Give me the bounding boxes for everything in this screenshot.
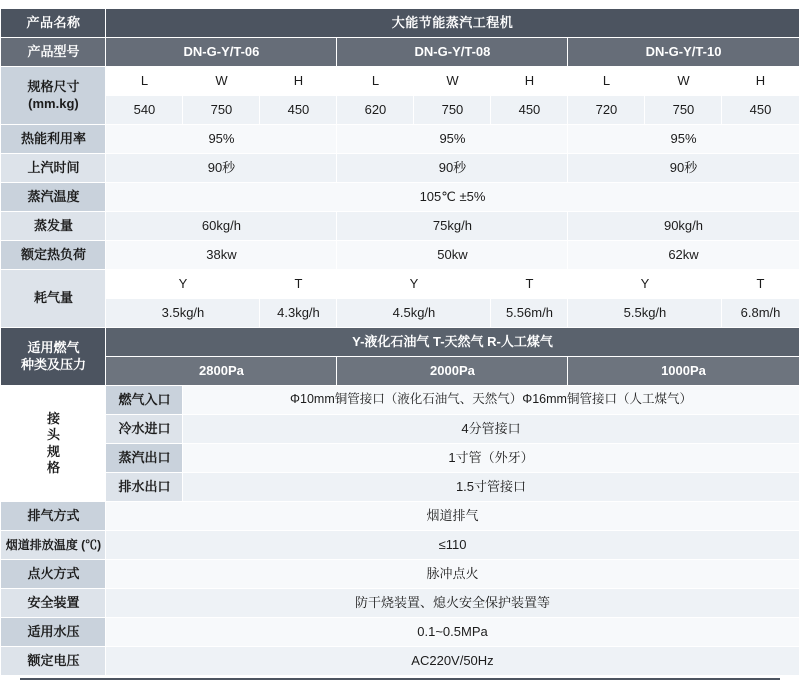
- row-label-steam-outlet: 蒸汽出口: [106, 444, 183, 473]
- table-row-size-dims: [1, 67, 799, 96]
- gas-value-2: 4.3kg/h: [260, 299, 337, 328]
- evaporation-value-1: 60kg/h: [106, 212, 337, 241]
- gas-type-6: T: [722, 270, 799, 299]
- size-value-7: 720: [568, 96, 645, 125]
- steam-temp-value: 105℃ ±5%: [106, 183, 799, 212]
- model-label: 产品型号: [1, 38, 106, 67]
- fuel-pressure-1: 2800Pa: [106, 357, 337, 386]
- ignition-mode-value: 脉冲点火: [106, 560, 799, 589]
- gas-type-4: T: [491, 270, 568, 299]
- table-row-steam-outlet: [1, 444, 799, 473]
- table-row-cold-water-inlet: [1, 415, 799, 444]
- fuel-pressure-3: 1000Pa: [568, 357, 799, 386]
- size-dim-7: L: [568, 67, 645, 96]
- heat-load-value-2: 50kw: [337, 241, 568, 270]
- table-row-gas-types: [1, 270, 799, 299]
- size-dim-9: H: [722, 67, 799, 96]
- steam-time-value-2: 90秒: [337, 154, 568, 183]
- flue-temp-value: ≤110: [106, 531, 799, 560]
- size-value-8: 750: [645, 96, 722, 125]
- evaporation-value-3: 90kg/h: [568, 212, 799, 241]
- size-value-5: 750: [414, 96, 491, 125]
- row-label-water-pressure: 适用水压: [1, 618, 106, 647]
- table-row-rated-voltage: [1, 647, 799, 676]
- table-row-heat-load: [1, 241, 799, 270]
- row-label-efficiency: 热能利用率: [1, 125, 106, 154]
- model-value-2: DN-G-Y/T-08: [337, 38, 568, 67]
- fuel-pressure-2: 2000Pa: [337, 357, 568, 386]
- efficiency-value-3: 95%: [568, 125, 799, 154]
- product-name-label: 产品名称: [1, 9, 106, 38]
- safety-device-value: 防干烧装置、熄火安全保护装置等: [106, 589, 799, 618]
- row-label-flue-temp: 烟道排放温度 (℃): [1, 531, 106, 560]
- evaporation-value-2: 75kg/h: [337, 212, 568, 241]
- steam-time-value-3: 90秒: [568, 154, 799, 183]
- table-row-drain-outlet: [1, 473, 799, 502]
- row-label-gas-inlet: 燃气入口: [106, 386, 183, 415]
- table-row-steam-temp: [1, 183, 799, 212]
- product-spec-table: [0, 8, 799, 676]
- row-label-gas-consumption: 耗气量: [1, 270, 106, 328]
- gas-value-1: 3.5kg/h: [106, 299, 260, 328]
- size-value-9: 450: [722, 96, 799, 125]
- table-row-safety-device: [1, 589, 799, 618]
- table-row-gas-values: [1, 299, 799, 328]
- size-dim-2: W: [183, 67, 260, 96]
- table-row-efficiency: [1, 125, 799, 154]
- efficiency-value-2: 95%: [337, 125, 568, 154]
- size-dim-4: L: [337, 67, 414, 96]
- row-label-exhaust-mode: 排气方式: [1, 502, 106, 531]
- gas-value-6: 6.8m/h: [722, 299, 799, 328]
- size-dim-1: L: [106, 67, 183, 96]
- table-row-product-name: [1, 9, 799, 38]
- cold-water-inlet-value: 4分管接口: [183, 415, 799, 444]
- gas-type-2: T: [260, 270, 337, 299]
- size-dim-8: W: [645, 67, 722, 96]
- size-value-3: 450: [260, 96, 337, 125]
- size-value-4: 620: [337, 96, 414, 125]
- drain-outlet-value: 1.5寸管接口: [183, 473, 799, 502]
- table-row-gas-inlet: [1, 386, 799, 415]
- gas-inlet-value: Φ10mm铜管接口（液化石油气、天然气）Φ16mm铜管接口（人工煤气）: [183, 386, 799, 415]
- table-row-water-pressure: [1, 618, 799, 647]
- gas-type-3: Y: [337, 270, 491, 299]
- table-row-ignition-mode: [1, 560, 799, 589]
- size-label-line2: (mm.kg): [28, 95, 79, 111]
- table-row-steam-time: [1, 154, 799, 183]
- row-label-ignition-mode: 点火方式: [1, 560, 106, 589]
- exhaust-mode-value: 烟道排气: [106, 502, 799, 531]
- fuel-label-line1: 适用燃气: [27, 340, 80, 356]
- size-value-6: 450: [491, 96, 568, 125]
- joint-spec-side-label: 接 头 规 格: [1, 386, 106, 502]
- fuel-label: [1, 328, 106, 386]
- heat-load-value-3: 62kw: [568, 241, 799, 270]
- size-label: [1, 67, 106, 125]
- row-label-rated-voltage: 额定电压: [1, 647, 106, 676]
- table-row-size-values: [1, 96, 799, 125]
- heat-load-value-1: 38kw: [106, 241, 337, 270]
- size-dim-5: W: [414, 67, 491, 96]
- gas-value-4: 5.56m/h: [491, 299, 568, 328]
- row-label-evaporation: 蒸发量: [1, 212, 106, 241]
- row-label-steam-time: 上汽时间: [1, 154, 106, 183]
- row-label-heat-load: 额定热负荷: [1, 241, 106, 270]
- model-value-3: DN-G-Y/T-10: [568, 38, 799, 67]
- size-dim-6: H: [491, 67, 568, 96]
- table-row-exhaust-mode: [1, 502, 799, 531]
- table-row-fuel-pressure: [1, 357, 799, 386]
- table-row-evaporation: [1, 212, 799, 241]
- row-label-safety-device: 安全装置: [1, 589, 106, 618]
- gas-value-3: 4.5kg/h: [337, 299, 491, 328]
- product-name-value: 大能节能蒸汽工程机: [106, 9, 799, 38]
- size-value-1: 540: [106, 96, 183, 125]
- table-row-fuel-types: [1, 328, 799, 357]
- gas-type-1: Y: [106, 270, 260, 299]
- model-value-1: DN-G-Y/T-06: [106, 38, 337, 67]
- size-dim-3: H: [260, 67, 337, 96]
- gas-type-5: Y: [568, 270, 722, 299]
- table-row-flue-temp: [1, 531, 799, 560]
- steam-time-value-1: 90秒: [106, 154, 337, 183]
- fuel-types-value: Y-液化石油气 T-天然气 R-人工煤气: [106, 328, 799, 357]
- fuel-label-line2: 种类及压力: [20, 356, 86, 372]
- water-pressure-value: 0.1~0.5MPa: [106, 618, 799, 647]
- size-value-2: 750: [183, 96, 260, 125]
- size-label-line1: 规格尺寸: [27, 79, 80, 95]
- row-label-steam-temp: 蒸汽温度: [1, 183, 106, 212]
- row-label-drain-outlet: 排水出口: [106, 473, 183, 502]
- table-row-model: [1, 38, 799, 67]
- row-label-cold-water-inlet: 冷水进口: [106, 415, 183, 444]
- rated-voltage-value: AC220V/50Hz: [106, 647, 799, 676]
- gas-value-5: 5.5kg/h: [568, 299, 722, 328]
- efficiency-value-1: 95%: [106, 125, 337, 154]
- steam-outlet-value: 1寸管（外牙）: [183, 444, 799, 473]
